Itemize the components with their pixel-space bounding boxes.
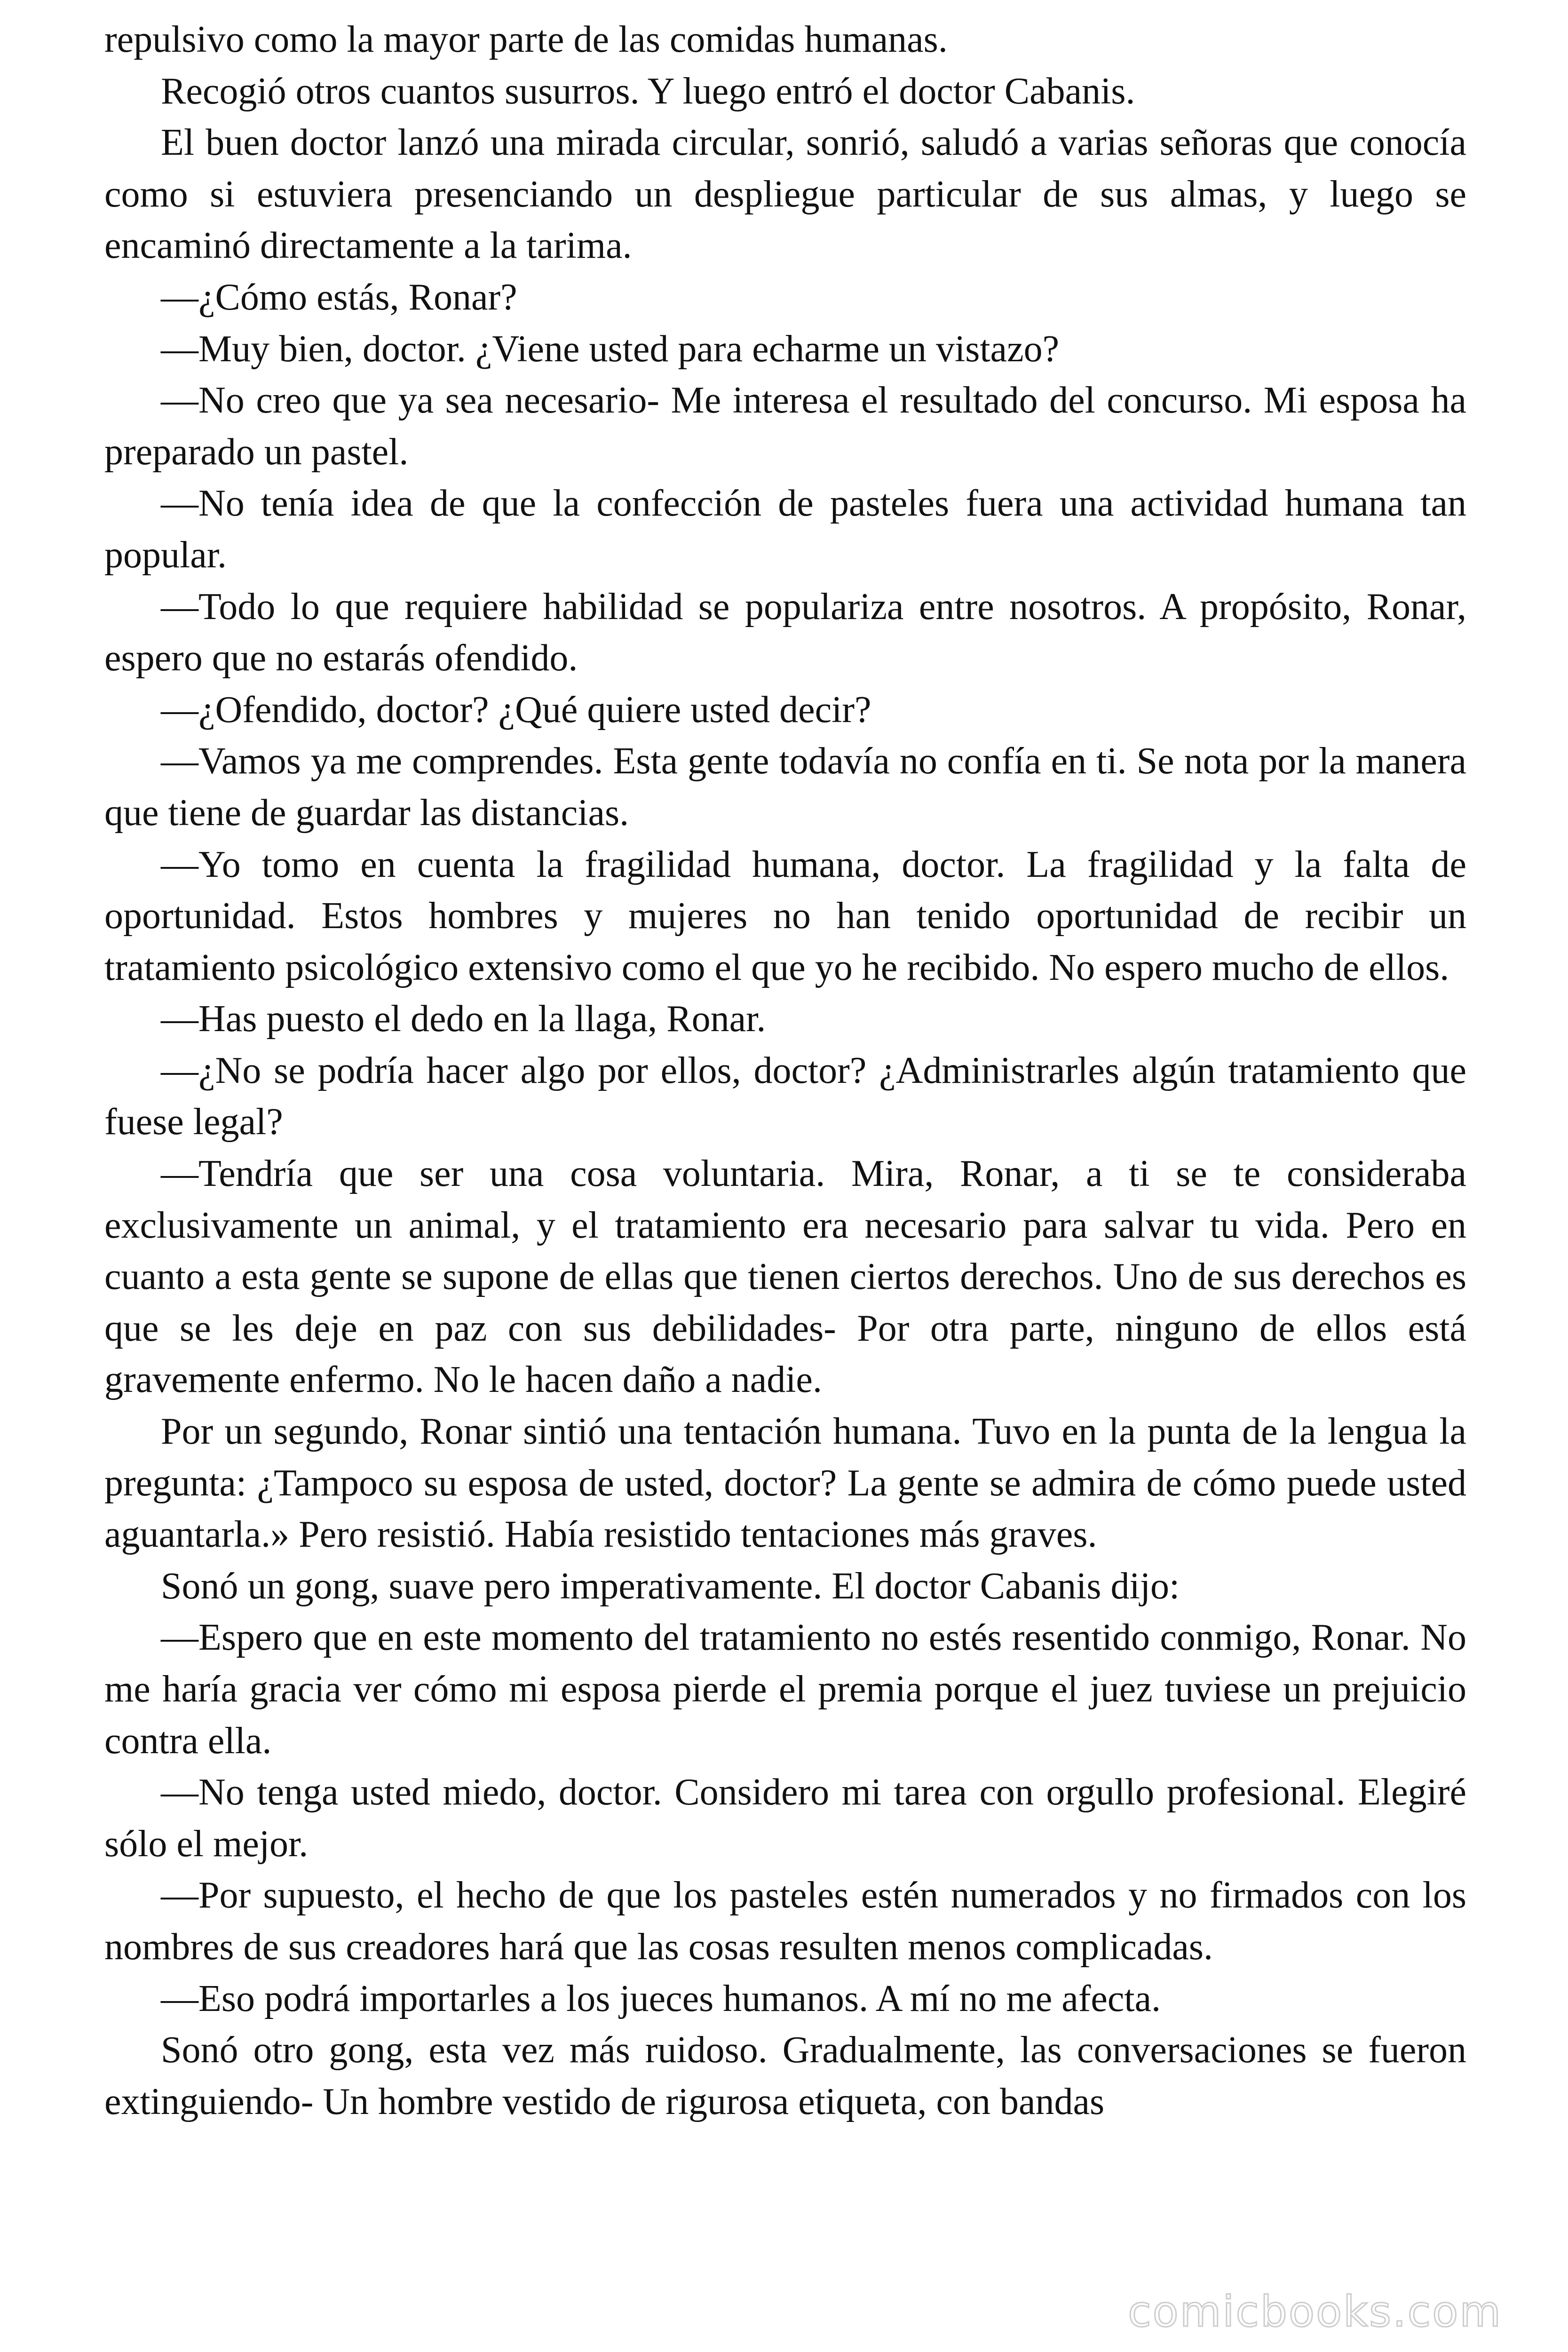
dialogue-line: —¿Cómo estás, Ronar? <box>161 276 517 318</box>
dialogue-line: —No tenía idea de que la confección de pasteles fuera una actividad humana tan popular. <box>104 483 1466 576</box>
paragraph: Sonó otro gong, esta vez más ruidoso. Gradualmente, las conversaciones se fueron extinguiendo- Un hombre vestido de rigurosa etiqueta, con bandas <box>104 2029 1466 2122</box>
paragraph: Recogió otros cuantos susurros. Y luego entró el doctor Cabanis. <box>161 70 1135 112</box>
dialogue-line: —Todo lo que requiere habilidad se populariza entre nosotros. A propósito, Ronar, espero que no estarás ofendido. <box>104 586 1466 679</box>
paragraph-continuation: repulsivo como la mayor parte de las comidas humanas. <box>104 19 948 60</box>
dialogue-line: —Por supuesto, el hecho de que los pasteles estén numerados y no firmados con los nombres de sus creadores hará que las cosas resulten menos complicadas. <box>104 1875 1466 1968</box>
dialogue-line: —Eso podrá importarles a los jueces humanos. A mí no me afecta. <box>161 1978 1161 2019</box>
dialogue-line: —Has puesto el dedo en la llaga, Ronar. <box>161 998 766 1040</box>
dialogue-line: —Tendría que ser una cosa voluntaria. Mira, Ronar, a ti se te consideraba exclusivamente un animal, y el tratamiento era necesario para salvar tu vida. Pero en cuanto a esta gente se supone de ellas que tienen ciertos derechos. Uno de sus derechos es que se les deje en paz con sus debilidades- Por otra parte, ninguno de ellos está gravemente enfermo. No le hacen daño a nadie. <box>104 1153 1466 1401</box>
paragraph: El buen doctor lanzó una mirada circular, sonrió, saludó a varias señoras que conocía como si estuviera presenciando un despliegue particular de sus almas, y luego se encaminó directamente a la tarima. <box>104 122 1466 267</box>
dialogue-line: —Yo tomo en cuenta la fragilidad humana, doctor. La fragilidad y la falta de oportunidad. Estos hombres y mujeres no han tenido oportunidad de recibir un tratamiento psicológico extensivo como el que yo he recibido. No espero mucho de ellos. <box>104 843 1466 988</box>
paragraph: Sonó un gong, suave pero imperativamente. El doctor Cabanis dijo: <box>161 1565 1180 1607</box>
dialogue-line: —¿No se podría hacer algo por ellos, doctor? ¿Administrarles algún tratamiento que fuese legal? <box>104 1049 1466 1143</box>
page-text <box>104 14 1466 2128</box>
dialogue-line: —Muy bien, doctor. ¿Viene usted para echarme un vistazo? <box>161 328 1060 370</box>
dialogue-line: —No tenga usted miedo, doctor. Considero mi tarea con orgullo profesional. Elegiré sólo el mejor. <box>104 1772 1466 1865</box>
watermark: comicbooks.com <box>1128 2287 1502 2336</box>
dialogue-line: —No creo que ya sea necesario- Me interesa el resultado del concurso. Mi esposa ha preparado un pastel. <box>104 380 1466 473</box>
dialogue-line: —¿Ofendido, doctor? ¿Qué quiere usted decir? <box>161 689 871 731</box>
dialogue-line: —Espero que en este momento del tratamiento no estés resentido conmigo, Ronar. No me haría gracia ver cómo mi esposa pierde el premia porque el juez tuviese un prejuicio contra ella. <box>104 1617 1466 1762</box>
dialogue-line: —Vamos ya me comprendes. Esta gente todavía no confía en ti. Se nota por la manera que tiene de guardar las distancias. <box>104 740 1466 834</box>
paragraph: Por un segundo, Ronar sintió una tentación humana. Tuvo en la punta de la lengua la pregunta: ¿Tampoco su esposa de usted, doctor? La gente se admira de cómo puede usted aguantarla.» Pero resistió. Había resistido tentaciones más graves. <box>104 1411 1466 1556</box>
